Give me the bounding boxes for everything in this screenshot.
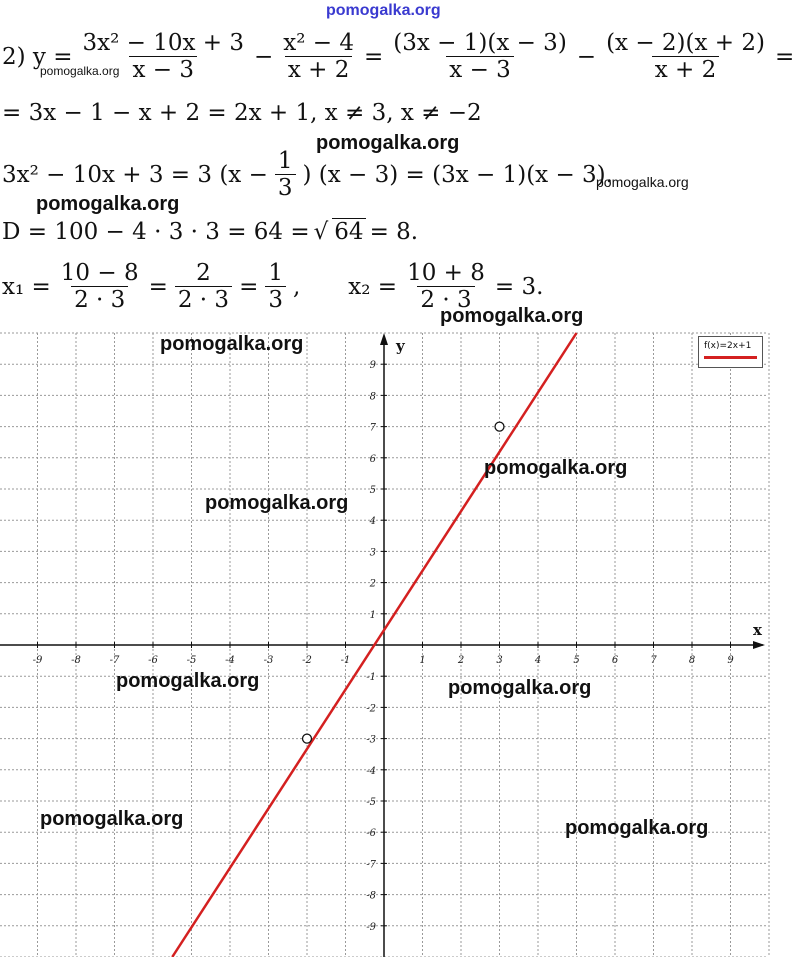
x-axis-label: x: [753, 621, 762, 639]
equals-sign: =: [774, 43, 794, 70]
x-tick-label: 8: [688, 655, 696, 666]
watermark-small: pomogalka.org: [40, 64, 120, 78]
fraction-c: $\frac{1}{3}$: [265, 260, 286, 314]
x-tick-label: -3: [263, 655, 274, 666]
sqrt-symbol: √: [313, 218, 329, 245]
fraction-4: $\frac{(x - 2)(x + 2)}{x + 2}$: [606, 30, 765, 84]
x-tick-label: 5: [573, 655, 580, 666]
fraction-a: $\frac{10 - 8}{2 \cdot 3}$: [60, 260, 139, 314]
eq1-prefix: 2) y =: [2, 43, 73, 70]
equals-sign: =: [363, 43, 384, 70]
watermark: pomogalka.org: [448, 677, 592, 699]
fraction-one-third: $\frac{1}{3}$: [275, 148, 296, 202]
x-tick-label: -2: [302, 655, 312, 666]
y-tick-label: 9: [369, 360, 376, 372]
x-tick-label: -4: [225, 655, 235, 666]
y-tick-label: -3: [366, 734, 376, 746]
watermark: pomogalka.org: [440, 305, 584, 327]
x-tick-label: 2: [457, 655, 465, 666]
y-tick-label: 4: [369, 516, 376, 528]
equals-sign: =: [148, 273, 168, 300]
x-axis-arrow: [753, 641, 765, 649]
y-tick-label: -1: [366, 672, 376, 684]
eq4-left: D = 100 − 4 · 3 · 3 = 64 =: [2, 218, 310, 245]
x-tick-label: -1: [340, 655, 351, 666]
y-tick-label: -7: [366, 859, 376, 871]
x-tick-label: -7: [109, 655, 120, 666]
watermark: pomogalka.org: [36, 193, 180, 215]
legend-box: [698, 336, 763, 368]
x-tick-label: 7: [650, 655, 657, 666]
watermark: pomogalka.org: [484, 457, 628, 479]
eq3-right: ) (x − 3) = (3x − 1)(x − 3).: [302, 161, 613, 188]
watermark: pomogalka.org: [116, 670, 260, 692]
fraction-3: $\frac{(3x - 1)(x - 3)}{x - 3}$: [393, 30, 567, 84]
x-tick-label: 3: [496, 655, 503, 666]
x-tick-label: 4: [534, 655, 542, 666]
legend-line-swatch: [704, 356, 757, 359]
y-tick-label: 2: [369, 578, 376, 590]
fraction-2: $\frac{\text{x² − 4}}{x + 2}$: [283, 30, 354, 84]
x-tick-label: -5: [186, 655, 197, 666]
watermark: pomogalka.org: [40, 808, 184, 830]
y-tick-label: 1: [369, 609, 376, 621]
x-tick-label: -9: [32, 655, 43, 666]
fraction-b: $\frac{2}{2 \cdot 3}$: [175, 260, 232, 314]
y-tick-label: -2: [366, 703, 376, 715]
x-tick-label: 6: [611, 655, 619, 666]
watermark: pomogalka.org: [565, 817, 709, 839]
y-axis-label: y: [396, 337, 405, 355]
y-tick-label: -8: [366, 890, 376, 902]
y-tick-label: 6: [369, 453, 376, 465]
x1-label: x₁ =: [2, 273, 51, 300]
y-tick-label: -9: [366, 921, 376, 933]
legend-label: f(x)=2x+1: [704, 341, 752, 351]
fraction-d: $\frac{10 + 8}{2 \cdot 3}$: [407, 260, 485, 314]
comma: ,: [292, 273, 301, 300]
x-tick-label: 1: [419, 655, 426, 666]
y-tick-label: 5: [369, 485, 376, 496]
x-tick-label: 9: [727, 655, 734, 666]
eq5-tail: = 3.: [494, 273, 544, 300]
x2-label: x₂ =: [348, 273, 398, 300]
watermark: pomogalka.org: [205, 492, 349, 514]
excluded-point: [495, 422, 504, 431]
eq4-right: = 8.: [369, 218, 419, 245]
y-tick-label: -6: [366, 828, 376, 840]
eq3-left: 3x² − 10x + 3 = 3 (x −: [2, 161, 268, 188]
watermark: pomogalka.org: [316, 132, 460, 154]
minus-sign: −: [576, 43, 597, 70]
y-tick-label: -4: [366, 765, 376, 777]
y-tick-label: -5: [366, 797, 376, 808]
minus-sign: −: [253, 43, 274, 70]
y-tick-label: 7: [369, 422, 376, 434]
fraction-1: $\frac{\text{3x² − 10x + 3}}{x - 3}$: [82, 30, 244, 84]
watermark-small: pomogalka.org: [596, 174, 689, 190]
equals-sign: =: [239, 273, 259, 300]
x-tick-label: -6: [148, 655, 158, 666]
excluded-point: [303, 734, 312, 743]
y-tick-label: 8: [369, 391, 376, 403]
equation-line-2: = 3x − 1 − x + 2 = 2x + 1, x ≠ 3, x ≠ −2: [2, 100, 482, 126]
watermark-top: pomogalka.org: [326, 2, 441, 19]
y-tick-label: 3: [369, 547, 376, 559]
x-tick-label: -8: [71, 655, 81, 666]
watermark: pomogalka.org: [160, 333, 304, 355]
y-axis-arrow: [380, 333, 388, 345]
sqrt-radicand: 64: [334, 219, 364, 245]
